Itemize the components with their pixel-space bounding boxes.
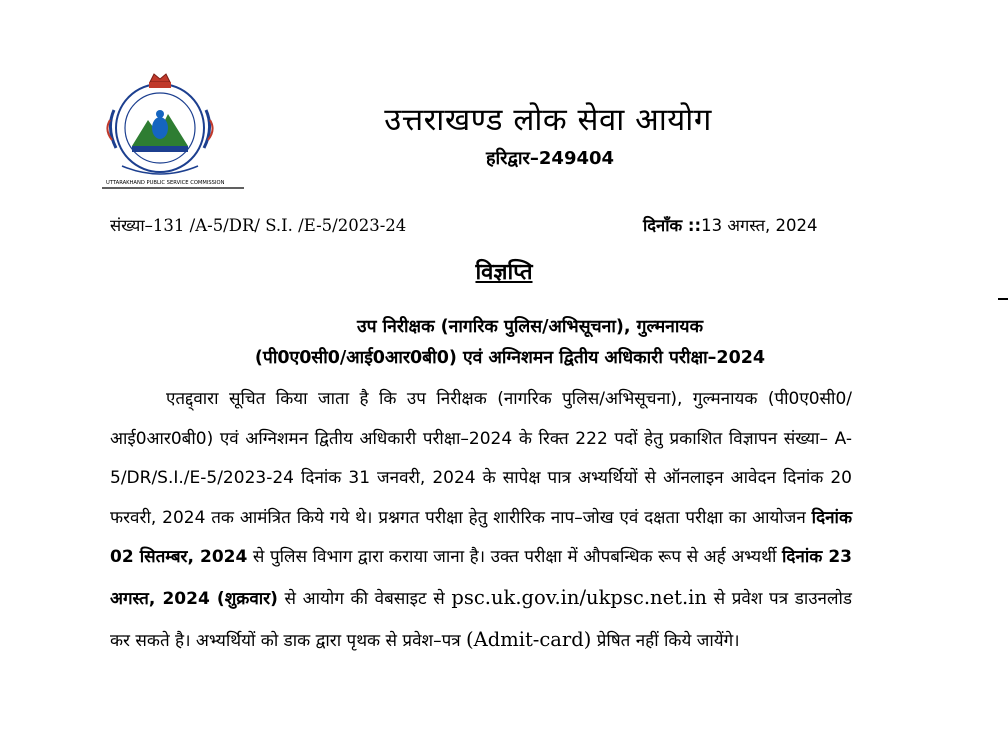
body-part-1: एतद्द्वारा सूचित किया जाता है कि उप निरीक्षक (नागरिक पुलिस/अभिसूचना), गुल्मनायक (पी0ए0सी0/आई0आर0बी0) एवं अग्निशमन द्वितीय अधिकारी परीक्षा–2024 के रिक्त 222 पदों हेतु प्रकाशित विज्ञापन संख्या– A-5/DR/S.I./E-5/2023-24 दिनांक 31 जनवरी, 2024 के सापेक्ष पात्र अभ्यर्थियों से ऑनलाइन आवेदन दिनांक 20 फरवरी, 2024 तक आमंत्रित किये गये थे। प्रश्नगत परीक्षा हेतु शारीरिक नाप–जोख एवं दक्षता परीक्षा का आयोजन [110, 389, 852, 528]
subject-line-1: उप निरीक्षक (नागरिक पुलिस/अभिसूचना), गुल्मनायक [356, 317, 704, 337]
date-value: 13 अगस्त, 2024 [701, 216, 818, 235]
reference-number: संख्या–131 /A-5/DR/ S.I. /E-5/2023-24 [110, 216, 407, 235]
admit-card-text: (Admit-card) [466, 627, 592, 651]
page-edge-mark [998, 298, 1008, 300]
commission-emblem-icon [102, 70, 244, 192]
notice-subject [160, 312, 860, 374]
website-link: psc.uk.gov.in/ukpsc.net.in [451, 585, 707, 609]
commission-name: उत्तराखण्ड लोक सेवा आयोग [384, 102, 712, 138]
emblem-caption: UTTARAKHAND PUBLIC SERVICE COMMISSION [106, 180, 225, 186]
body-part-2: से पुलिस विभाग द्वारा कराया जाना है। उक्त परीक्षा में औपबन्धिक रूप से अर्ह अभ्यर्थी [252, 547, 777, 568]
body-part-4: से प्रवेश पत्र डाउनलोड कर सकते है। अभ्यर्थियों को डाक द्वारा पृथक से प्रवेश–पत्र [110, 588, 852, 651]
physical-test-date: दिनांक 02 सितम्बर, 2024 [110, 507, 852, 568]
notice-body [110, 380, 852, 661]
notice-heading: विज्ञप्ति [475, 260, 533, 285]
date-label: दिनाँक :: [643, 216, 702, 235]
body-part-3: से आयोग की वेबसाइट से [284, 588, 445, 609]
notice-date [643, 213, 818, 236]
body-part-5: प्रेषित नहीं किये जायेंगे। [596, 630, 740, 651]
commission-address: हरिद्वार–249404 [485, 148, 615, 169]
admit-card-release-date: दिनांक 23 अगस्त, 2024 (शुक्रवार) [110, 547, 853, 609]
subject-line-2: (पी0ए0सी0/आई0आर0बी0) एवं अग्निशमन द्वितीय अधिकारी परीक्षा–2024 [254, 348, 766, 368]
